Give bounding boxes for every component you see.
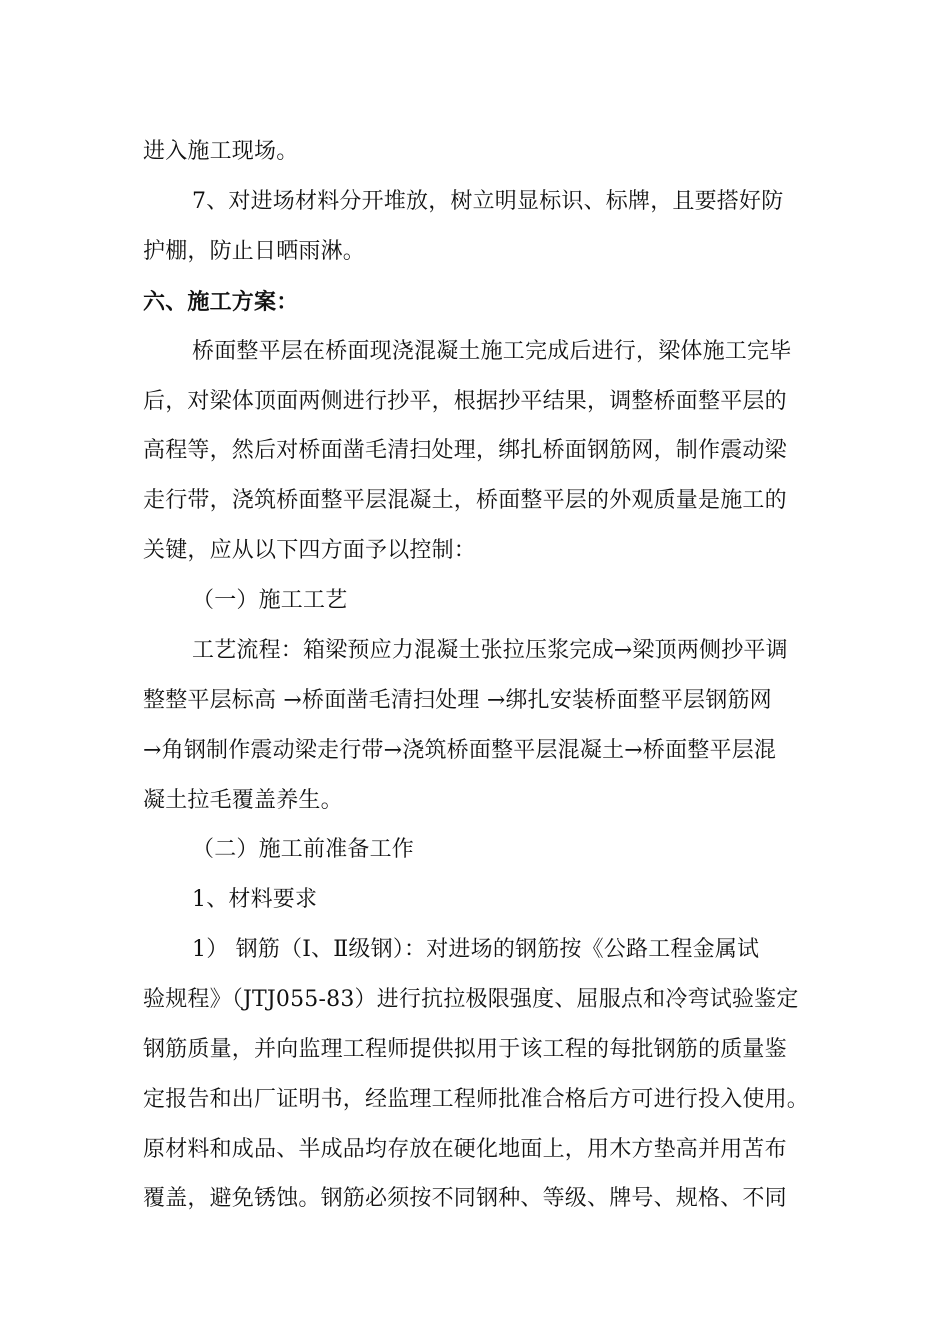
subsection-heading: （二）施工前准备工作 (192, 837, 415, 862)
text-line: 关键，应从以下四方面予以控制： (143, 538, 477, 563)
text-line: 护棚，防止日晒雨淋。 (143, 239, 366, 264)
text-line: 工艺流程：箱梁预应力混凝土张拉压浆完成→梁顶两侧抄平调 (192, 638, 788, 663)
text-line: 原材料和成品、半成品均存放在硬化地面上，用木方垫高并用苫布 (143, 1137, 787, 1162)
text-line: 覆盖，避免锈蚀。钢筋必须按不同钢种、等级、牌号、规格、不同 (143, 1186, 787, 1211)
text-line: 高程等，然后对桥面凿毛清扫处理，绑扎桥面钢筋网，制作震动梁 (143, 438, 787, 463)
section-heading: 六、施工方案： (143, 289, 299, 315)
text-line: 1） 钢筋（Ⅰ、Ⅱ级钢）：对进场的钢筋按《公路工程金属试 (192, 937, 760, 962)
text-line: 定报告和出厂证明书，经监理工程师批准合格后方可进行投入使用。 (143, 1087, 810, 1112)
text-line: 钢筋质量，并向监理工程师提供拟用于该工程的每批钢筋的质量鉴 (143, 1037, 787, 1062)
subsection-heading: （一）施工工艺 (192, 588, 348, 613)
text-line: 后，对梁体顶面两侧进行抄平，根据抄平结果，调整桥面整平层的 (143, 389, 787, 414)
text-line: 走行带，浇筑桥面整平层混凝土，桥面整平层的外观质量是施工的 (143, 488, 787, 513)
text-line: 整整平层标高 →桥面凿毛清扫处理 →绑扎安装桥面整平层钢筋网 (143, 688, 772, 713)
text-line: 凝土拉毛覆盖养生。 (143, 788, 343, 813)
text-line: 进入施工现场。 (143, 139, 299, 164)
text-line: 桥面整平层在桥面现浇混凝土施工完成后进行，梁体施工完毕 (192, 339, 792, 364)
text-line: 7、对进场材料分开堆放，树立明显标识、标牌，且要搭好防 (192, 189, 784, 214)
text-line: 验规程》（JTJ055-83）进行抗拉极限强度、屈服点和冷弯试验鉴定 (143, 987, 799, 1012)
text-line: →角钢制作震动梁走行带→浇筑桥面整平层混凝土→桥面整平层混 (143, 738, 777, 763)
text-line: 1、材料要求 (192, 887, 318, 912)
